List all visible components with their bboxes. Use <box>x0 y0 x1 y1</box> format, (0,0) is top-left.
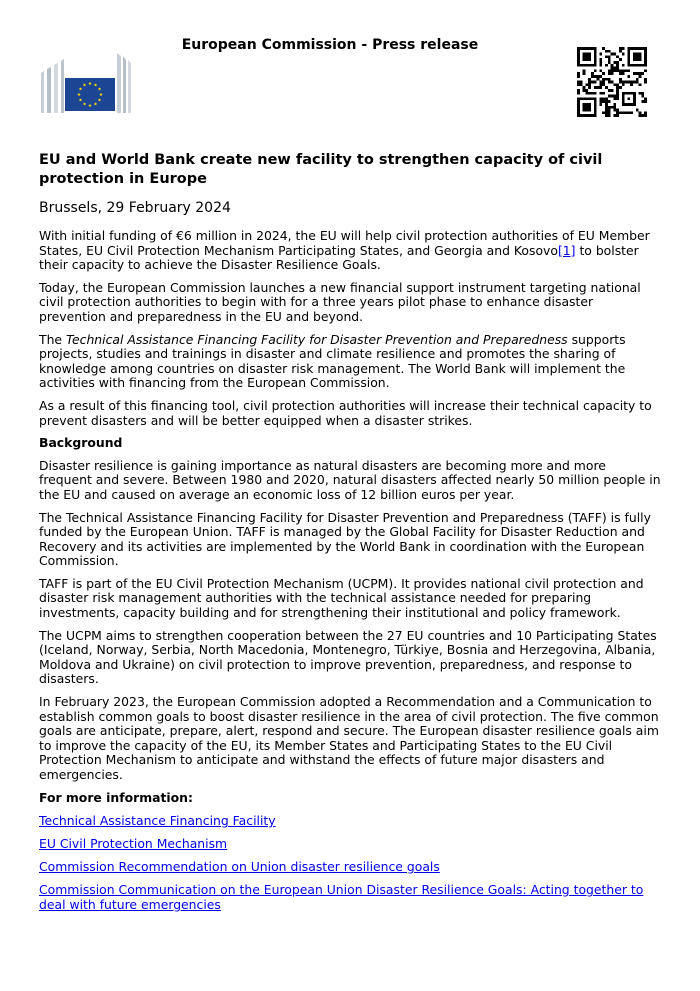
paragraph-result: As a result of this financing tool, civil protection authorities will increase their technical capacity to prevent disasters and will be better equipped when a disaster strikes. <box>39 397 652 428</box>
footnote-link[interactable]: [1] <box>557 242 576 258</box>
background-paragraph-1: Disaster resilience is gaining importance as natural disasters are becoming more and more frequent and severe. Between 1980 and 2020, natural disasters affected nearly 50 million people in the EU and caused on average an economic loss of 12 billion euros per year. <box>39 457 661 502</box>
paragraph-intro-text-end: to bolster their capacity to achieve the Disaster Resilience Goals. <box>39 242 639 273</box>
link-communication[interactable]: Commission Communication on the European Union Disaster Resilience Goals: Acting together to deal with future emergencies <box>39 882 644 913</box>
more-info-heading: For more information: <box>39 789 193 805</box>
link-taff[interactable]: Technical Assistance Financing Facility <box>39 813 276 829</box>
paragraph-facility-end: supports projects, studies and trainings in disaster and climate resilience and promotes the sharing of knowledge among countries on disaster risk management. The World Bank will implement the activities with financing from the European Commission. <box>39 331 626 391</box>
background-heading: Background <box>39 435 123 451</box>
paragraph-facility <box>39 333 661 391</box>
article <box>39 151 661 921</box>
eu-commission-logo <box>39 53 131 113</box>
paragraph-facility-start: The <box>39 331 66 347</box>
qr-code-icon <box>577 47 647 117</box>
dateline: Brussels, 29 February 2024 <box>39 200 231 216</box>
background-paragraph-4: The UCPM aims to strengthen cooperation between the 27 EU countries and 10 Participating States (Iceland, Norway, Serbia, North Macedonia, Montenegro, Türkiye, Bosnia and Herzegovina, Albania, Moldova and Ukraine) on civil protection to improve prevention, preparedness, and response to disasters. <box>39 627 657 687</box>
paragraph-launch: Today, the European Commission launches a new financial support instrument targeting national civil protection authorities to begin with for a three years pilot phase to enhance disaster prevention and preparedness in the EU and beyond. <box>39 279 641 324</box>
link-ucpm[interactable]: EU Civil Protection Mechanism <box>39 836 228 852</box>
press-release-header: European Commission - Press release <box>181 37 479 53</box>
background-paragraph-2: The Technical Assistance Financing Facility for Disaster Prevention and Preparedness (TAFF) is fully funded by the European Union. TAFF is managed by the Global Facility for Disaster Reduction and Recovery and its activities are implemented by the World Bank in coordination with the European Commission. <box>39 509 651 569</box>
background-paragraph-3: TAFF is part of the EU Civil Protection Mechanism (UCPM). It provides national civil protection and disaster risk management authorities with the technical assistance needed for preparing investments, capacity building and for strengthening their institutional and policy framework. <box>39 575 644 621</box>
paragraph-intro-text: With initial funding of €6 million in 2024, the EU will help civil protection authorities of EU Member States, EU Civil Protection Mechanism Participating States, and Georgia and Kosovo <box>39 228 650 258</box>
link-recommendation[interactable]: Commission Recommendation on Union disaster resilience goals <box>39 859 440 875</box>
paragraph-intro <box>39 229 661 273</box>
facility-name: Technical Assistance Financing Facility for Disaster Prevention and Preparedness <box>65 331 568 347</box>
more-info-links <box>39 814 661 912</box>
background-paragraph-5: In February 2023, the European Commission adopted a Recommendation and a Communication to establish common goals to boost disaster resilience in the area of civil protection. The five common goals are anticipate, prepare, alert, respond and secure. The European disaster resilience goals aim to improve the capacity of the EU, its Member States and Participating States to the EU Civil Protection Mechanism to anticipate and withstand the effects of future major disasters and emergencies. <box>39 694 659 782</box>
article-title: EU and World Bank create new facility to strengthen capacity of civil protection in Europe <box>39 152 603 187</box>
